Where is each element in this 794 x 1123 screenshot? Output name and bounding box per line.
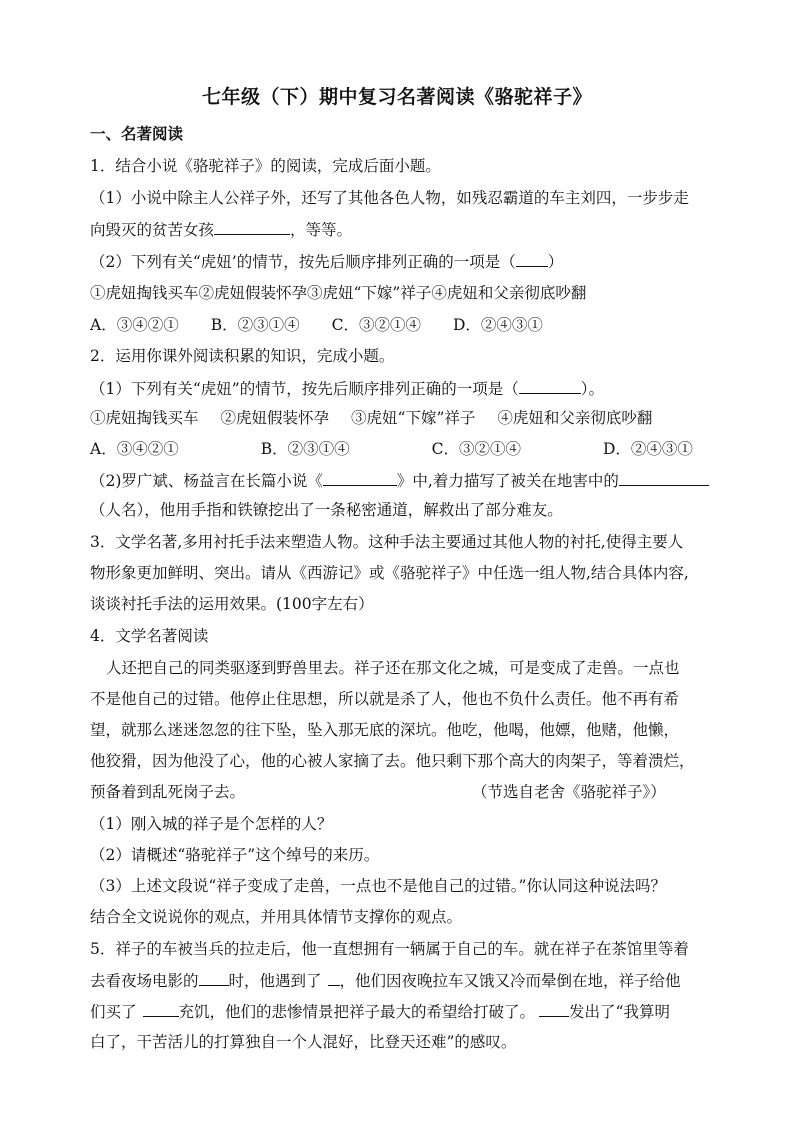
q5-line3 [90, 1001, 670, 1022]
event-3: ③虎妞“下嫁”祥子 [351, 409, 476, 427]
page-title: 七年级（下）期中复习名著阅读《骆驼祥子》 [201, 86, 592, 108]
q2-stem: 2．运用你课外阅读积累的知识，完成小题。 [90, 347, 395, 365]
answer-blank[interactable] [519, 378, 581, 394]
option-a: A．③④②① [90, 316, 179, 334]
q1-part1-text: 向毁灭的贫苦女孩 [90, 221, 215, 239]
q2-part2-text: （2)罗广斌、杨益言在长篇小说《 [90, 472, 323, 490]
event-4: ④虎妞和父亲彻底吵翻 [497, 409, 653, 427]
q4-passage-line5: 预备着到乱死岗子去。 [90, 783, 246, 801]
q1-events: ①虎妞掏钱买车②虎妞假装怀孕③虎妞“下嫁”祥子④虎妞和父亲彻底吵翻 [90, 284, 587, 302]
option-c: C．③②①④ [431, 440, 521, 458]
option-c: C．③②①④ [331, 316, 421, 334]
q5-text: 们买了 [90, 1003, 137, 1021]
q1-part1-line1: （1）小说中除主人公祥子外，还写了其他各色人物，如残忍霸道的车主刘四，一步步走 [90, 189, 689, 207]
answer-blank[interactable] [214, 219, 290, 235]
q5-text: 去看夜场电影的 [90, 972, 199, 990]
q4-sub2: （2）请概述“骆驼祥子”这个绰号的来历。 [90, 846, 380, 864]
q1-options [90, 315, 543, 335]
option-d: D．②④③① [602, 440, 693, 458]
q1-part2-text: （2）下列有关“虎妞’的情节，按先后顺序排列正确的一项是（ [90, 253, 516, 271]
q5-line4: 白了，干苦活儿的打算独自一个人混好，比登天还难”的感叹。 [90, 1033, 517, 1051]
q2-part2-line1 [90, 470, 709, 491]
q5-text: 发出了“我算明 [569, 1003, 670, 1021]
answer-blank[interactable] [143, 1001, 179, 1017]
q1-part2-tail: ） [547, 253, 564, 271]
q5-line1: 5．祥子的车被当兵的拉走后，他一直想拥有一辆属于自己的车。就在祥子在茶馆里等着 [90, 940, 689, 958]
q4-passage-line3: 望，就那么迷迷忽忽的往下坠，坠入那无底的深坑。他吃，他喝，他嫖，他赌，他懒， [90, 721, 680, 739]
q5-text: 充饥，他们的悲惨情景把祥子最大的希望给打破了。 [178, 1003, 536, 1021]
answer-blank[interactable] [516, 251, 548, 267]
q4-passage-line4: 他狡猾，因为他没了心，他的心被人家摘了去。他只剩下那个高大的肉架子，等着溃烂， [90, 752, 695, 770]
q1-part2 [90, 251, 563, 272]
q2-options [90, 439, 693, 459]
option-b: B．②③①④ [260, 440, 350, 458]
answer-blank[interactable] [199, 970, 229, 986]
option-b: B．②③①④ [210, 316, 300, 334]
q5-line2 [90, 970, 681, 991]
q2-part1 [90, 378, 604, 399]
q2-part1-text: （1）下列有关“虎妞”的情节，按先后顺序排列正确的一项是（ [90, 380, 519, 398]
answer-blank[interactable] [619, 470, 709, 486]
q4-source: （节选自老舍《骆驼祥子》） [472, 783, 666, 801]
event-2: ②虎妞假装怀孕 [220, 409, 330, 427]
q4-passage-line2: 不是他自己的过错。他停止住思想，所以就是杀了人，他也不负什么责任。他不再有希 [90, 690, 680, 708]
q4-stem: 4．文学名著阅读 [90, 627, 209, 645]
answer-blank[interactable] [328, 970, 340, 986]
q4-sub1: （1）刚入城的祥子是个怎样的人？ [90, 815, 333, 833]
q4-passage-line1: 人还把自己的同类驱逐到野兽里去。祥子还在那文化之城，可是变成了走兽。一点也 [106, 659, 680, 677]
q1-part1-tail: ，等等。 [290, 221, 353, 239]
q4-sub3-line2: 结合全文说说你的观点，并用具体情节支撑你的观点。 [90, 908, 463, 926]
answer-blank[interactable] [323, 470, 397, 486]
q4-sub3-line1: （3）上述文段说“祥子变成了走兽，一点也不是他自己的过错。”你认同这种说法吗？ [90, 877, 666, 895]
q2-part1-tail: ）。 [580, 380, 604, 398]
q2-part2-line2: （人名），他用手指和铁镣挖出了一条秘密通道，解救出了部分难友。 [90, 501, 563, 519]
q3-line2: 物形象更加鲜明、突出。请从《西游记》或《骆驼祥子》中任选一组人物,结合具体内容, [90, 564, 689, 582]
answer-blank[interactable] [539, 1001, 569, 1017]
q3-line1: 3．文学名著,多用衬托手法来塑造人物。这种手法主要通过其他人物的衬托,使得主要人 [90, 533, 684, 551]
section-heading: 一、名著阅读 [90, 124, 184, 143]
option-d: D．②④③① [452, 316, 543, 334]
q5-text: ，他们因夜晚拉车又饿又冷而晕倒在地，祥子给他 [339, 972, 681, 990]
q1-stem: 1．结合小说《骆驼祥子》的阅读，完成后面小题。 [90, 157, 441, 175]
option-a: A．③④②① [90, 440, 179, 458]
q3-line3: 谈谈衬托手法的运用效果。(100字左右） [90, 595, 374, 613]
q1-part1-line2 [90, 219, 352, 240]
q5-text: 时，他遇到了 [228, 972, 322, 990]
event-1: ①虎妞掏钱买车 [90, 409, 199, 427]
q2-part2-mid: 》中,着力描写了被关在地害中的 [396, 472, 619, 490]
q2-events [90, 408, 652, 428]
